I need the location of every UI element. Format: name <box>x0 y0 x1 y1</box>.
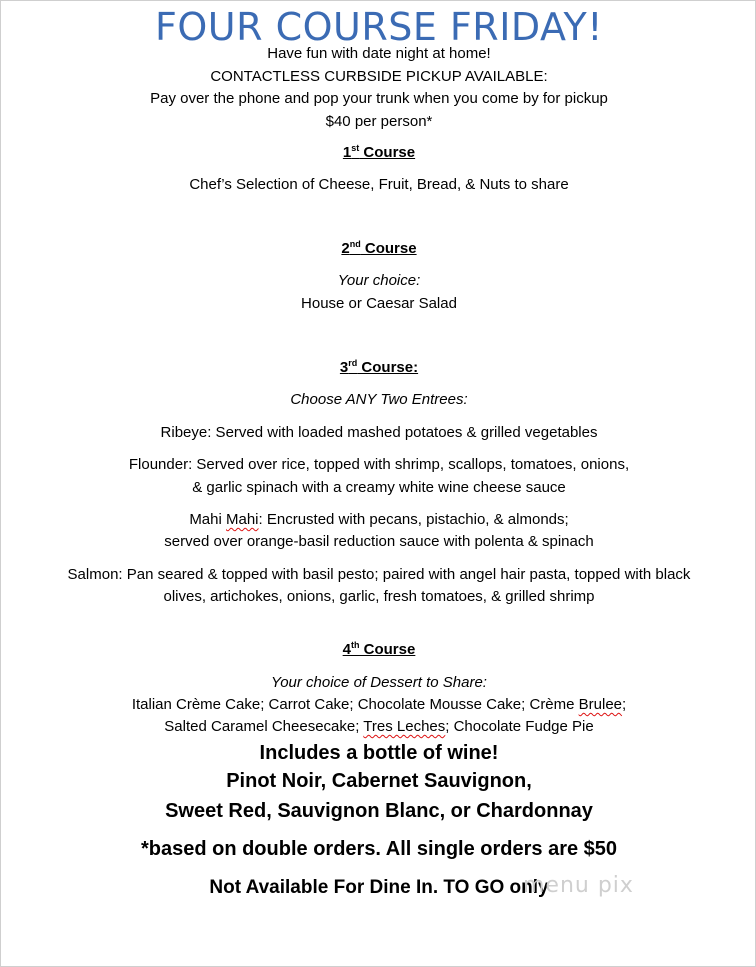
course-3-heading: 3rd Course: <box>339 358 419 376</box>
pricing-note: *based on double orders. All single orders are $50 <box>140 838 618 860</box>
course-2-heading: 2nd Course <box>341 239 417 257</box>
wine-options-line-2: Sweet Red, Sauvignon Blanc, or Chardonnay <box>165 800 593 822</box>
course-4-heading: 4th Course <box>342 640 416 658</box>
course-1-heading: 1st Course <box>342 143 416 161</box>
course-3-prompt: Choose ANY Two Entrees: <box>290 391 468 408</box>
menupix-watermark: menu pix <box>523 873 634 898</box>
entree-mahi-line-2: served over orange-basil reduction sauce with polenta & spinach <box>164 533 594 550</box>
course-1-description: Chef’s Selection of Cheese, Fruit, Bread, & Nuts to share <box>189 176 569 193</box>
availability-note: Not Available For Dine In. TO GO only <box>209 877 549 898</box>
intro-line: Have fun with date night at home! <box>267 45 491 62</box>
entree-salmon-line-1: Salmon: Pan seared & topped with basil pesto; paired with angel hair pasta, topped with black <box>67 566 691 583</box>
price-line: $40 per person* <box>325 113 433 130</box>
entree-flounder-line-2: & garlic spinach with a creamy white wine cheese sauce <box>192 479 566 496</box>
course-2-prompt: Your choice: <box>337 272 421 289</box>
payment-line: Pay over the phone and pop your trunk when you come by for pickup <box>150 90 608 107</box>
page-title: FOUR COURSE FRIDAY! <box>155 5 603 49</box>
course-4-prompt: Your choice of Dessert to Share: <box>271 674 487 691</box>
dessert-list-line-2: Salted Caramel Cheesecake; Tres Leches; Chocolate Fudge Pie <box>164 718 594 735</box>
entree-mahi-line-1: Mahi Mahi: Encrusted with pecans, pistachio, & almonds; <box>189 511 569 528</box>
course-2-description: House or Caesar Salad <box>301 295 457 312</box>
pickup-line: CONTACTLESS CURBSIDE PICKUP AVAILABLE: <box>210 68 548 85</box>
wine-heading: Includes a bottle of wine! <box>259 742 499 764</box>
dessert-list-line-1: Italian Crème Cake; Carrot Cake; Chocolate Mousse Cake; Crème Brulee; <box>131 696 627 713</box>
wine-options-line-1: Pinot Noir, Cabernet Sauvignon, <box>226 770 532 792</box>
entree-ribeye: Ribeye: Served with loaded mashed potatoes & grilled vegetables <box>160 424 598 441</box>
entree-salmon-line-2: olives, artichokes, onions, garlic, fresh tomatoes, & grilled shrimp <box>163 588 595 605</box>
entree-flounder-line-1: Flounder: Served over rice, topped with shrimp, scallops, tomatoes, onions, <box>128 456 630 473</box>
